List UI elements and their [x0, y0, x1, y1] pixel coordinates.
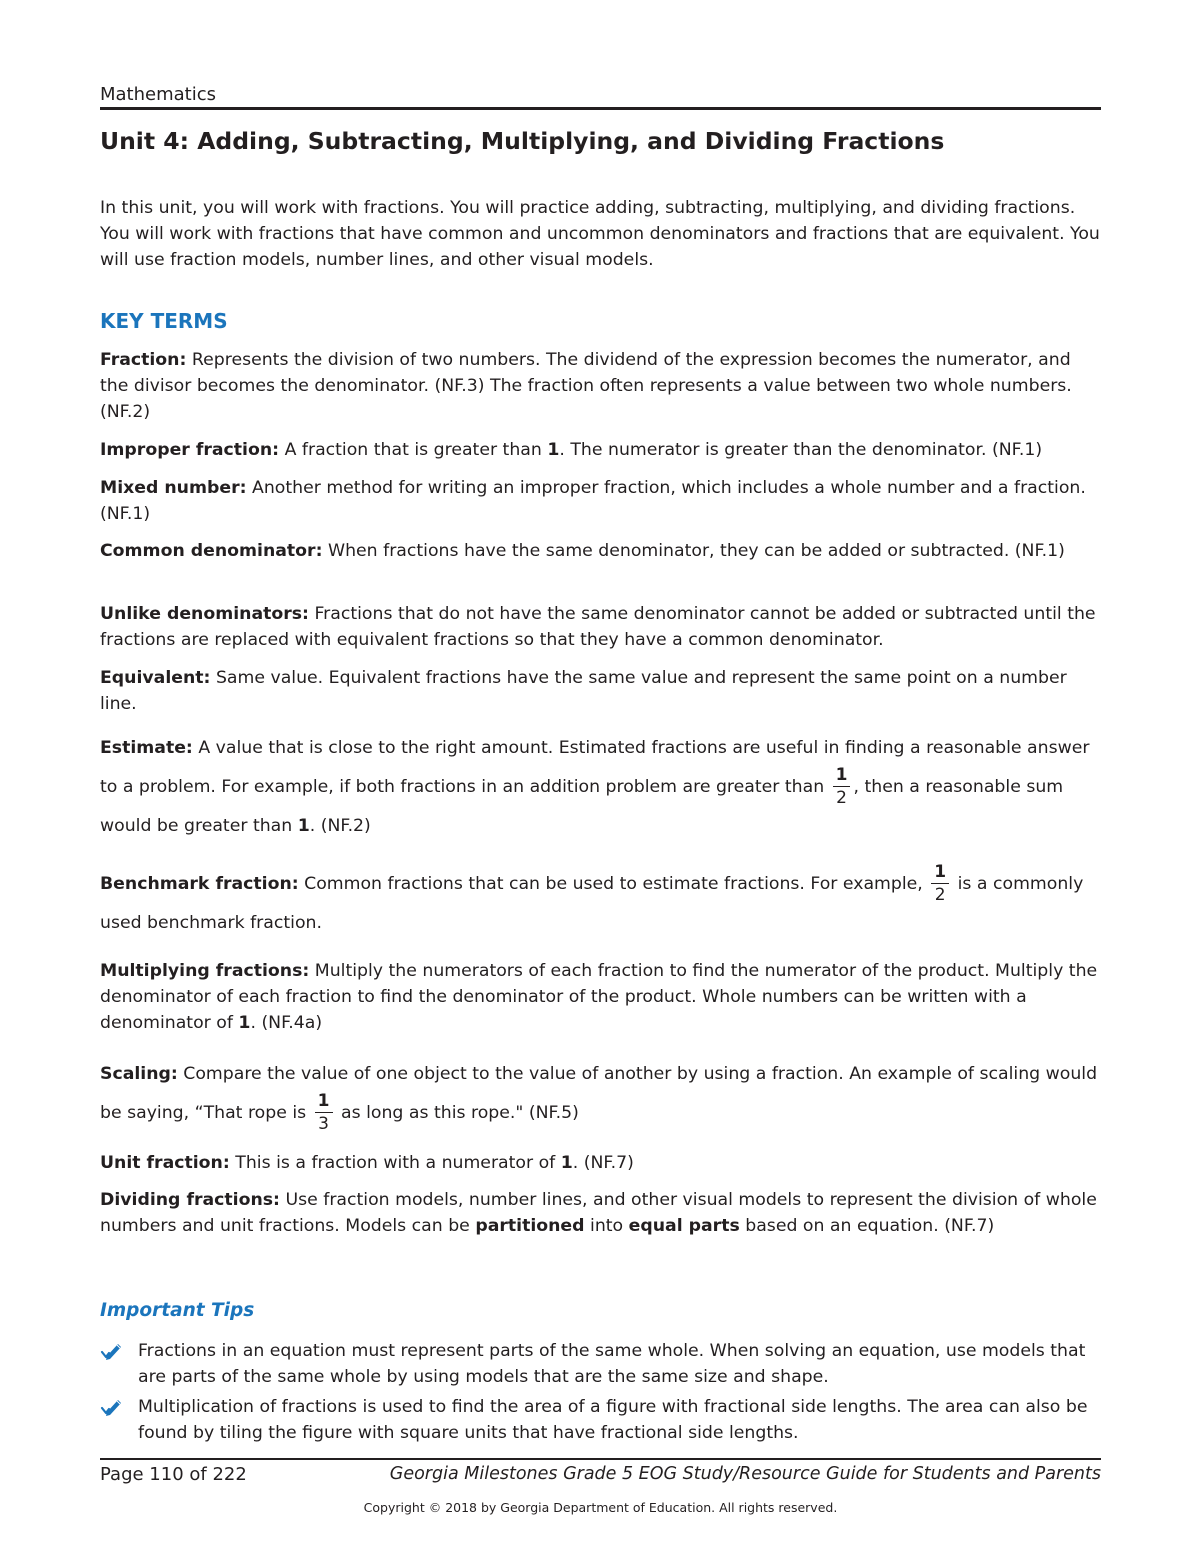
term-label: Mixed number:: [100, 478, 247, 498]
term-unlike-denominators: [100, 601, 1101, 653]
fraction-one-half: [931, 864, 949, 904]
term-definition: Another method for writing an improper fraction, which includes a whole number and a fraction. (NF.1): [100, 478, 1086, 524]
key-terms-heading: KEY TERMS: [100, 309, 228, 333]
tip-text: Multiplication of fractions is used to find the area of a figure with fractional side lengths. The area can also be found by tiling the figure with square units that have fractional side lengths.: [138, 1397, 1088, 1443]
term-estimate: [100, 729, 1101, 845]
term-label: Fraction:: [100, 350, 187, 370]
bold-word: equal parts: [628, 1216, 740, 1236]
fraction-denominator: 3: [318, 1114, 329, 1134]
term-label: Common denominator:: [100, 541, 323, 561]
term-definition: . (NF.2): [309, 816, 371, 836]
fraction-one-half: [833, 767, 851, 807]
term-label: Estimate:: [100, 738, 193, 758]
term-multiplying-fractions: [100, 958, 1101, 1036]
header-rule: [100, 107, 1101, 110]
term-definition: Common fractions that can be used to estimate fractions. For example,: [304, 874, 923, 894]
term-label: Benchmark fraction:: [100, 874, 299, 894]
term-definition: When fractions have the same denominator, they can be added or subtracted. (NF.1): [328, 541, 1065, 561]
term-definition: This is a fraction with a numerator of: [235, 1153, 556, 1173]
pencil-check-icon: [100, 1341, 122, 1361]
term-benchmark-fraction: [100, 864, 1101, 942]
term-label: Scaling:: [100, 1064, 178, 1084]
page-number: Page 110 of 222: [100, 1464, 247, 1485]
term-definition: Multiply the numerators of each fraction to find the numerator of the product. Multiply the denominator of each fraction to find the denominator of the product. Whole numbers can be written with a denominator of: [100, 961, 1098, 1033]
bold-number: 1: [560, 1153, 573, 1173]
term-definition: , then a reasonable sum would be greater than: [100, 777, 1064, 836]
term-definition: into: [590, 1216, 624, 1236]
bold-word: partitioned: [475, 1216, 585, 1236]
term-equivalent: [100, 665, 1101, 717]
term-label: Dividing fractions:: [100, 1190, 280, 1210]
term-label: Unit fraction:: [100, 1153, 230, 1173]
term-label: Improper fraction:: [100, 440, 280, 460]
important-tips-heading: Important Tips: [100, 1300, 255, 1321]
term-definition: . The numerator is greater than the denominator. (NF.1): [559, 440, 1043, 460]
term-label: Multiplying fractions:: [100, 961, 310, 981]
fraction-denominator: 2: [934, 885, 946, 905]
term-scaling: [100, 1055, 1101, 1133]
term-definition: as long as this rope." (NF.5): [341, 1103, 579, 1123]
tip-text: Fractions in an equation must represent parts of the same whole. When solving an equation, use models that are parts of the same whole by using models that are the same size and shape.: [138, 1341, 1086, 1387]
term-label: Equivalent:: [100, 668, 211, 688]
bold-number: 1: [238, 1013, 251, 1033]
term-definition: Compare the value of one object to the value of another by using a fraction. An example of scaling would be saying, “That rope is: [100, 1064, 1098, 1123]
term-mixed-number: [100, 475, 1101, 527]
term-definition: Fractions that do not have the same denominator cannot be added or subtracted until the fractions are replaced with equivalent fractions so that they have a common denominator.: [100, 604, 1096, 650]
term-improper-fraction: [100, 437, 1101, 463]
term-label: Unlike denominators:: [100, 604, 309, 624]
fraction-numerator: 1: [315, 1093, 333, 1113]
intro-paragraph: In this unit, you will work with fractions. You will practice adding, subtracting, multiplying, and dividing fractions. You will work with fractions that have common and uncommon denominators and fractions that are equivalent. You will use fraction models, number lines, and other visual models.: [100, 198, 1100, 270]
bold-number: 1: [297, 816, 310, 836]
fraction-numerator: 1: [931, 864, 949, 884]
term-fraction: [100, 347, 1101, 425]
fraction-one-third: [315, 1093, 333, 1133]
footer-rule: [100, 1458, 1101, 1460]
term-definition: Same value. Equivalent fractions have the same value and represent the same point on a number line.: [100, 668, 1067, 714]
term-definition: . (NF.4a): [250, 1013, 323, 1033]
page-title: Unit 4: Adding, Subtracting, Multiplying, and Dividing Fractions: [100, 127, 945, 155]
term-common-denominator: [100, 538, 1101, 564]
term-definition: Represents the division of two numbers. The dividend of the expression becomes the numerator, and the divisor becomes the denominator. (NF.3) The fraction often represents a value between two whole numbers. (NF.2): [100, 350, 1072, 422]
pencil-check-icon: [100, 1397, 122, 1417]
term-definition: is a commonly used benchmark fraction.: [100, 874, 1084, 933]
fraction-denominator: 2: [836, 788, 847, 808]
bold-number: 1: [547, 440, 560, 460]
copyright-notice: Copyright © 2018 by Georgia Department of Education. All rights reserved.: [363, 1500, 838, 1515]
subject-label: Mathematics: [100, 84, 216, 105]
term-definition: A fraction that is greater than: [284, 440, 542, 460]
term-definition: . (NF.7): [572, 1153, 634, 1173]
term-unit-fraction: [100, 1150, 1101, 1176]
guide-title: Georgia Milestones Grade 5 EOG Study/Resource Guide for Students and Parents: [389, 1464, 1101, 1484]
term-dividing-fractions: [100, 1187, 1101, 1239]
term-definition: A value that is close to the right amount. Estimated fractions are useful in finding a reasonable answer to a problem. For example, if both fractions in an addition problem are greater than: [100, 738, 1090, 797]
term-definition: based on an equation. (NF.7): [745, 1216, 995, 1236]
fraction-numerator: 1: [833, 767, 851, 787]
term-definition: Use fraction models, number lines, and other visual models to represent the division of whole numbers and unit fractions. Models can be: [100, 1190, 1097, 1236]
